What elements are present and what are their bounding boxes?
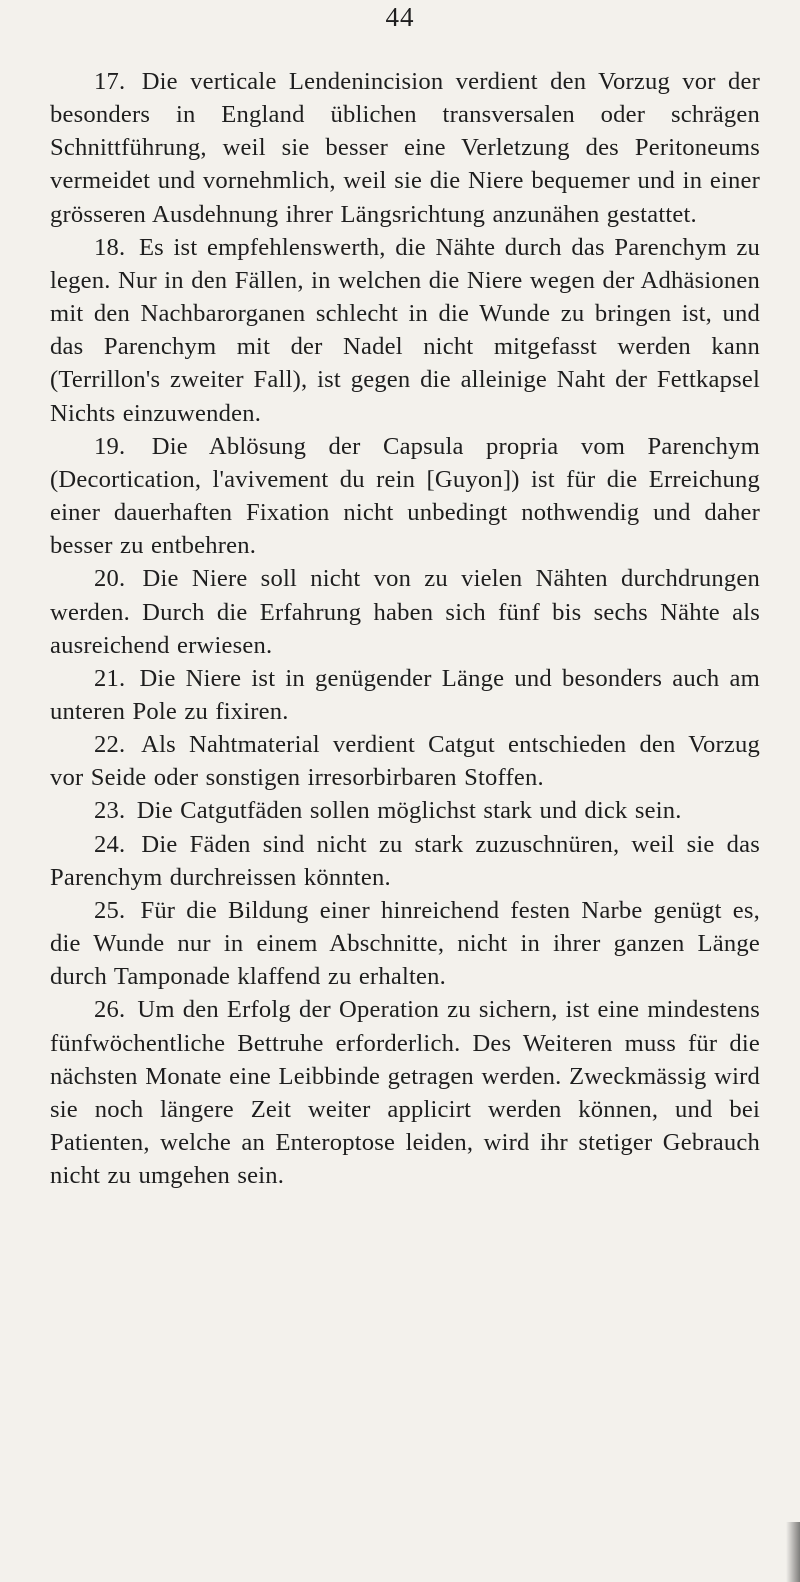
paragraph-18 — [50, 231, 760, 430]
paragraph-26 — [50, 993, 760, 1192]
paragraph-17 — [50, 65, 760, 231]
body-text — [50, 65, 760, 1192]
paragraph-number: 24. — [94, 830, 126, 858]
paragraph-number: 21. — [94, 664, 126, 692]
paragraph-19 — [50, 430, 760, 563]
paragraph-number: 18. — [94, 233, 126, 261]
paragraph-text: Die Ablösung der Capsula propria vom Parenchym (Decortication, l'avivement du rein [Guyon]) ist für die Erreichung einer dauerhaften Fixation nicht unbedingt nothwendig und daher besser zu entbehren. — [50, 432, 760, 560]
paragraph-text: Als Nahtmaterial verdient Catgut entschieden den Vorzug vor Seide oder sonstigen irresorbirbaren Stoffen. — [50, 731, 761, 792]
paragraph-text: Die verticale Lendenincision verdient den Vorzug vor der besonders in England üblichen transversalen oder schrägen Schnittführung, weil sie besser eine Verletzung des Peritoneums vermeidet und vornehmlich, weil sie die Niere bequemer und in einer grösseren Ausdehnung ihrer Längsrichtung anzunähen gestattet. — [50, 68, 760, 228]
paragraph-22 — [50, 728, 760, 794]
paragraph-text: Um den Erfolg der Operation zu sichern, ist eine mindestens fünfwöchentliche Bettruhe erforderlich. Des Weiteren muss für die nächsten Monate eine Leibbinde getragen werden. Zweckmässig wird sie noch längere Zeit weiter applicirt werden können, und bei Patienten, welche an Enteroptose leiden, wird ihr stetiger Gebrauch nicht zu umgehen sein. — [50, 996, 760, 1190]
paragraph-number: 17. — [94, 68, 126, 95]
paragraph-number: 19. — [94, 432, 126, 460]
paragraph-number: 22. — [94, 731, 126, 759]
paragraph-text: Die Catgutfäden sollen möglichst stark und dick sein. — [136, 797, 682, 825]
paragraph-text: Für die Bildung einer hinreichend festen Narbe genügt es, die Wunde nur in einem Abschnitte, nicht in ihrer ganzen Länge durch Tamponade klaffend zu erhalten. — [50, 896, 760, 991]
paragraph-text: Es ist empfehlenswerth, die Nähte durch das Parenchym zu legen. Nur in den Fällen, in welchen die Niere wegen der Adhäsionen mit den Nachbarorganen schlecht in die Wunde zu bringen ist, und das Parenchym mit der Nadel nicht mitgefasst werden kann (Terrillon's zweiter Fall), ist gegen die alleinige Naht der Fettkapsel Nichts einzuwenden. — [50, 233, 760, 427]
page-number: 44 — [385, 2, 415, 32]
paragraph-text: Die Niere ist in genügender Länge und besonders auch am unteren Pole zu fixiren. — [50, 664, 760, 725]
paragraph-number: 25. — [94, 896, 126, 924]
paragraph-text: Die Niere soll nicht von zu vielen Nähten durchdrungen werden. Durch die Erfahrung haben sich fünf bis sechs Nähte als ausreichend erwiesen. — [50, 565, 760, 659]
paragraph-number: 23. — [94, 797, 126, 825]
paragraph-24 — [50, 828, 760, 894]
paragraph-20 — [50, 562, 760, 661]
paragraph-25 — [50, 894, 760, 993]
page-edge-shadow — [786, 1522, 800, 1582]
paragraph-number: 20. — [94, 565, 126, 593]
paragraph-number: 26. — [94, 996, 126, 1024]
paragraph-text: Die Fäden sind nicht zu stark zuzuschnüren, weil sie das Parenchym durchreissen könnten. — [50, 830, 760, 891]
paragraph-21 — [50, 662, 760, 728]
paragraph-23 — [50, 794, 760, 827]
